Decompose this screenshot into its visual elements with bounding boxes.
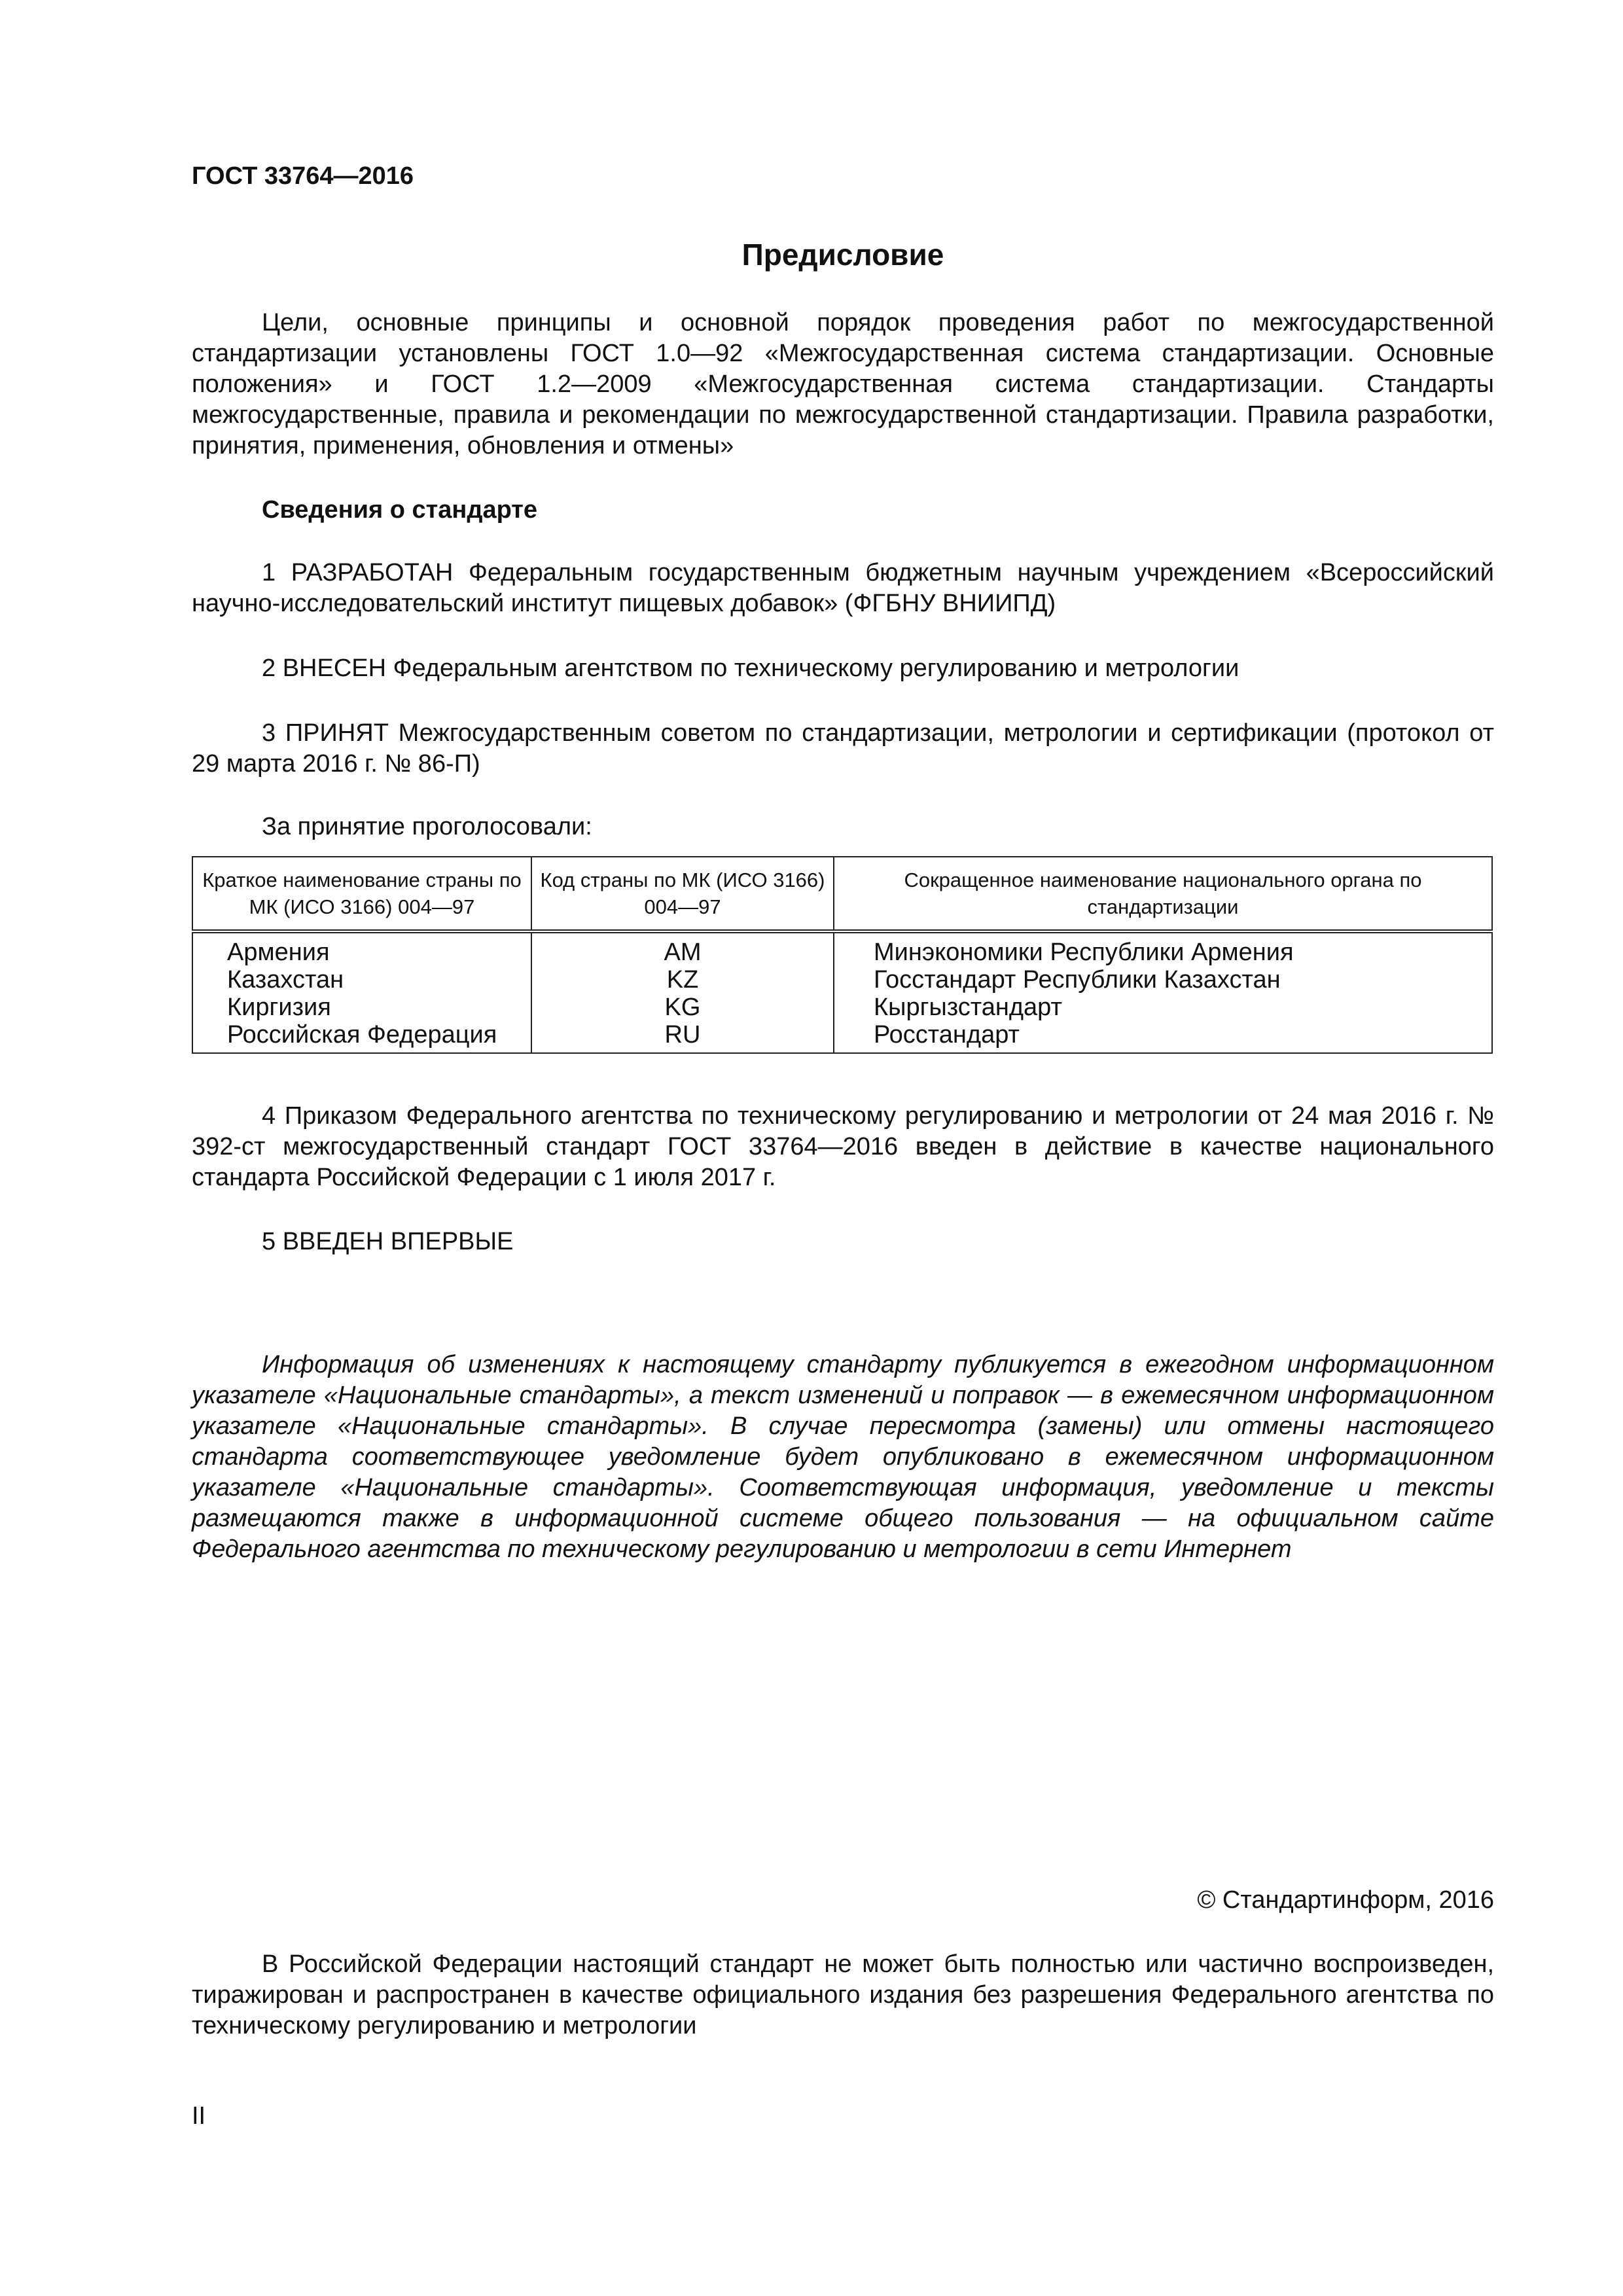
table-cell-country: Киргизия xyxy=(192,994,531,1021)
page-title: Предисловие xyxy=(741,238,944,272)
item-5: 5 ВВЕДЕН ВПЕРВЫЕ xyxy=(262,1228,514,1255)
voting-table xyxy=(192,856,1493,1054)
table-row xyxy=(192,1021,1492,1053)
table-cell-country: Российская Федерация xyxy=(192,1021,531,1053)
table-cell-code: KZ xyxy=(531,966,834,994)
table-header-country: Краткое наименование страны по МК (ИСО 3166) 004—97 xyxy=(192,857,531,931)
table-cell-code: RU xyxy=(531,1021,834,1053)
table-cell-body: Госстандарт Республики Казахстан xyxy=(834,966,1492,994)
table-row xyxy=(192,994,1492,1021)
table-cell-body: Росстандарт xyxy=(834,1021,1492,1053)
item-2: 2 ВНЕСЕН Федеральным агентством по техническому регулированию и метрологии xyxy=(262,655,1240,682)
copyright: © Стандартинформ, 2016 xyxy=(1197,1886,1494,1914)
item-1: 1 РАЗРАБОТАН Федеральным государственным бюджетным научным учреждением «Всероссийский научно-исследовательский институт пищевых добавок» (ФГБНУ ВНИИПД) xyxy=(192,559,1494,617)
table-row xyxy=(192,966,1492,994)
table-cell-code: KG xyxy=(531,994,834,1021)
changes-notice: Информация об изменениях к настоящему стандарту публикуется в ежегодном информационном указателе «Национальные стандарты», а текст изменений и поправок — в ежемесячном информационном указателе «Национальные стандарты». В случае пересмотра (замены) или отмены настоящего стандарта соответствующее уведомление будет опубликовано в ежемесячном информационном указателе «Национальные стандарты». Соответствующая информация, уведомление и тексты размещаются также в информационной системе общего пользования — на официальном сайте Федерального агентства по техническому регулированию и метрологии в сети Интернет xyxy=(192,1351,1494,1563)
table-cell-country: Казахстан xyxy=(192,966,531,994)
table-cell-code: AM xyxy=(531,931,834,966)
item-3: 3 ПРИНЯТ Межгосударственным советом по стандартизации, метрологии и сертификации (протокол от 29 марта 2016 г. № 86-П) xyxy=(192,719,1494,778)
table-cell-country: Армения xyxy=(192,931,531,966)
table-header-body: Сокращенное наименование национального органа по стандартизации xyxy=(834,857,1492,931)
intro-paragraph: Цели, основные принципы и основной порядок проведения работ по межгосударственной стандартизации установлены ГОСТ 1.0—92 «Межгосударственная система стандартизации. Основные положения» и ГОСТ 1.2—2009 «Межгосударственная система стандартизации. Стандарты межгосударственные, правила и рекомендации по межгосударственной стандартизации. Правила разработки, принятия, применения, обновления и отмены» xyxy=(192,309,1494,459)
table-cell-body: Кыргызстандарт xyxy=(834,994,1492,1021)
table-cell-body: Минэкономики Республики Армения xyxy=(834,931,1492,966)
info-heading: Сведения о стандарте xyxy=(262,496,538,524)
page-number: II xyxy=(192,2102,206,2130)
table-row xyxy=(192,931,1492,966)
table-header-row xyxy=(192,857,1492,931)
restriction-paragraph: В Российской Федерации настоящий стандарт не может быть полностью или частично воспроизведен, тиражирован и распространен в качестве официального издания без разрешения Федерального агентства по техническому регулированию и метрологии xyxy=(192,1950,1494,2039)
document-header: ГОСТ 33764—2016 xyxy=(192,162,414,190)
table-header-code: Код страны по МК (ИСО 3166) 004—97 xyxy=(531,857,834,931)
vote-caption: За принятие проголосовали: xyxy=(262,813,592,840)
item-4: 4 Приказом Федерального агентства по техническому регулированию и метрологии от 24 мая 2016 г. № 392-ст межгосударственный стандарт ГОСТ 33764—2016 введен в действие в качестве национального стандарта Российской Федерации с 1 июля 2017 г. xyxy=(192,1102,1494,1191)
